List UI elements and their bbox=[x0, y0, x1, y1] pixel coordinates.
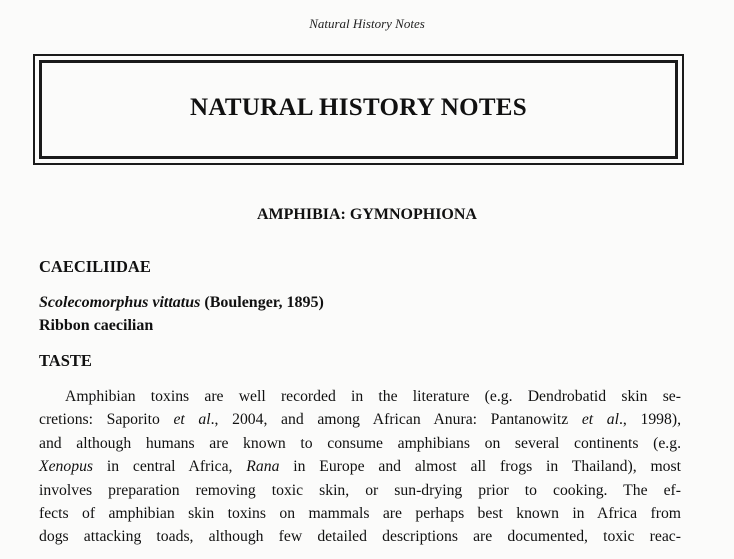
species-name-line bbox=[39, 291, 324, 314]
body-text-run: and although humans are known to consume amphibians on several continents (e.g. bbox=[39, 434, 681, 452]
body-line bbox=[39, 479, 681, 502]
body-text-run: ., 2004, and among African Anura: Pantanowitz bbox=[210, 411, 582, 429]
species-authority: (Boulenger, 1895) bbox=[200, 294, 324, 311]
italic-text: Xenopus bbox=[39, 458, 94, 476]
body-text-run: ., 1998), bbox=[619, 411, 681, 429]
body-line bbox=[39, 385, 681, 408]
running-head: Natural History Notes bbox=[309, 16, 425, 31]
title-box bbox=[33, 54, 684, 165]
body-line bbox=[39, 455, 681, 478]
body-text-run: in central Africa, bbox=[93, 458, 247, 476]
body-line bbox=[39, 502, 681, 525]
italic-text: et al bbox=[173, 411, 211, 429]
body-line bbox=[39, 408, 681, 431]
page-title: NATURAL HISTORY NOTES bbox=[190, 93, 527, 121]
title-box-inner-border bbox=[39, 60, 678, 159]
body-line bbox=[39, 432, 681, 455]
species-scientific-name: Scolecomorphus vittatus bbox=[39, 294, 201, 311]
body-text-run: Amphibian toxins are well recorded in the literature (e.g. Dendrobatid skin se- bbox=[65, 388, 681, 405]
family-heading: CAECILIIDAE bbox=[39, 257, 151, 276]
topic-heading: TASTE bbox=[39, 351, 92, 370]
species-common-name: Ribbon caecilian bbox=[39, 317, 154, 334]
body-text-run: fects of amphibian skin toxins on mammals are perhaps best known in Africa from bbox=[39, 505, 681, 523]
body-text-run: dogs attacking toads, although few detailed descriptions are documented, toxic reac- bbox=[39, 528, 681, 546]
body-paragraph bbox=[39, 385, 681, 549]
italic-text: Rana bbox=[246, 458, 280, 476]
italic-text: et al bbox=[581, 411, 619, 429]
body-text-run: in Europe and almost all frogs in Thailand), most bbox=[279, 458, 681, 476]
species-block bbox=[39, 291, 324, 337]
body-text-run: involves preparation removing toxic skin, or sun-drying prior to cooking. The ef- bbox=[39, 481, 681, 499]
body-text-run: cretions: Saporito bbox=[39, 411, 174, 429]
body-line bbox=[39, 525, 681, 548]
class-heading: AMPHIBIA: GYMNOPHIONA bbox=[257, 206, 477, 223]
